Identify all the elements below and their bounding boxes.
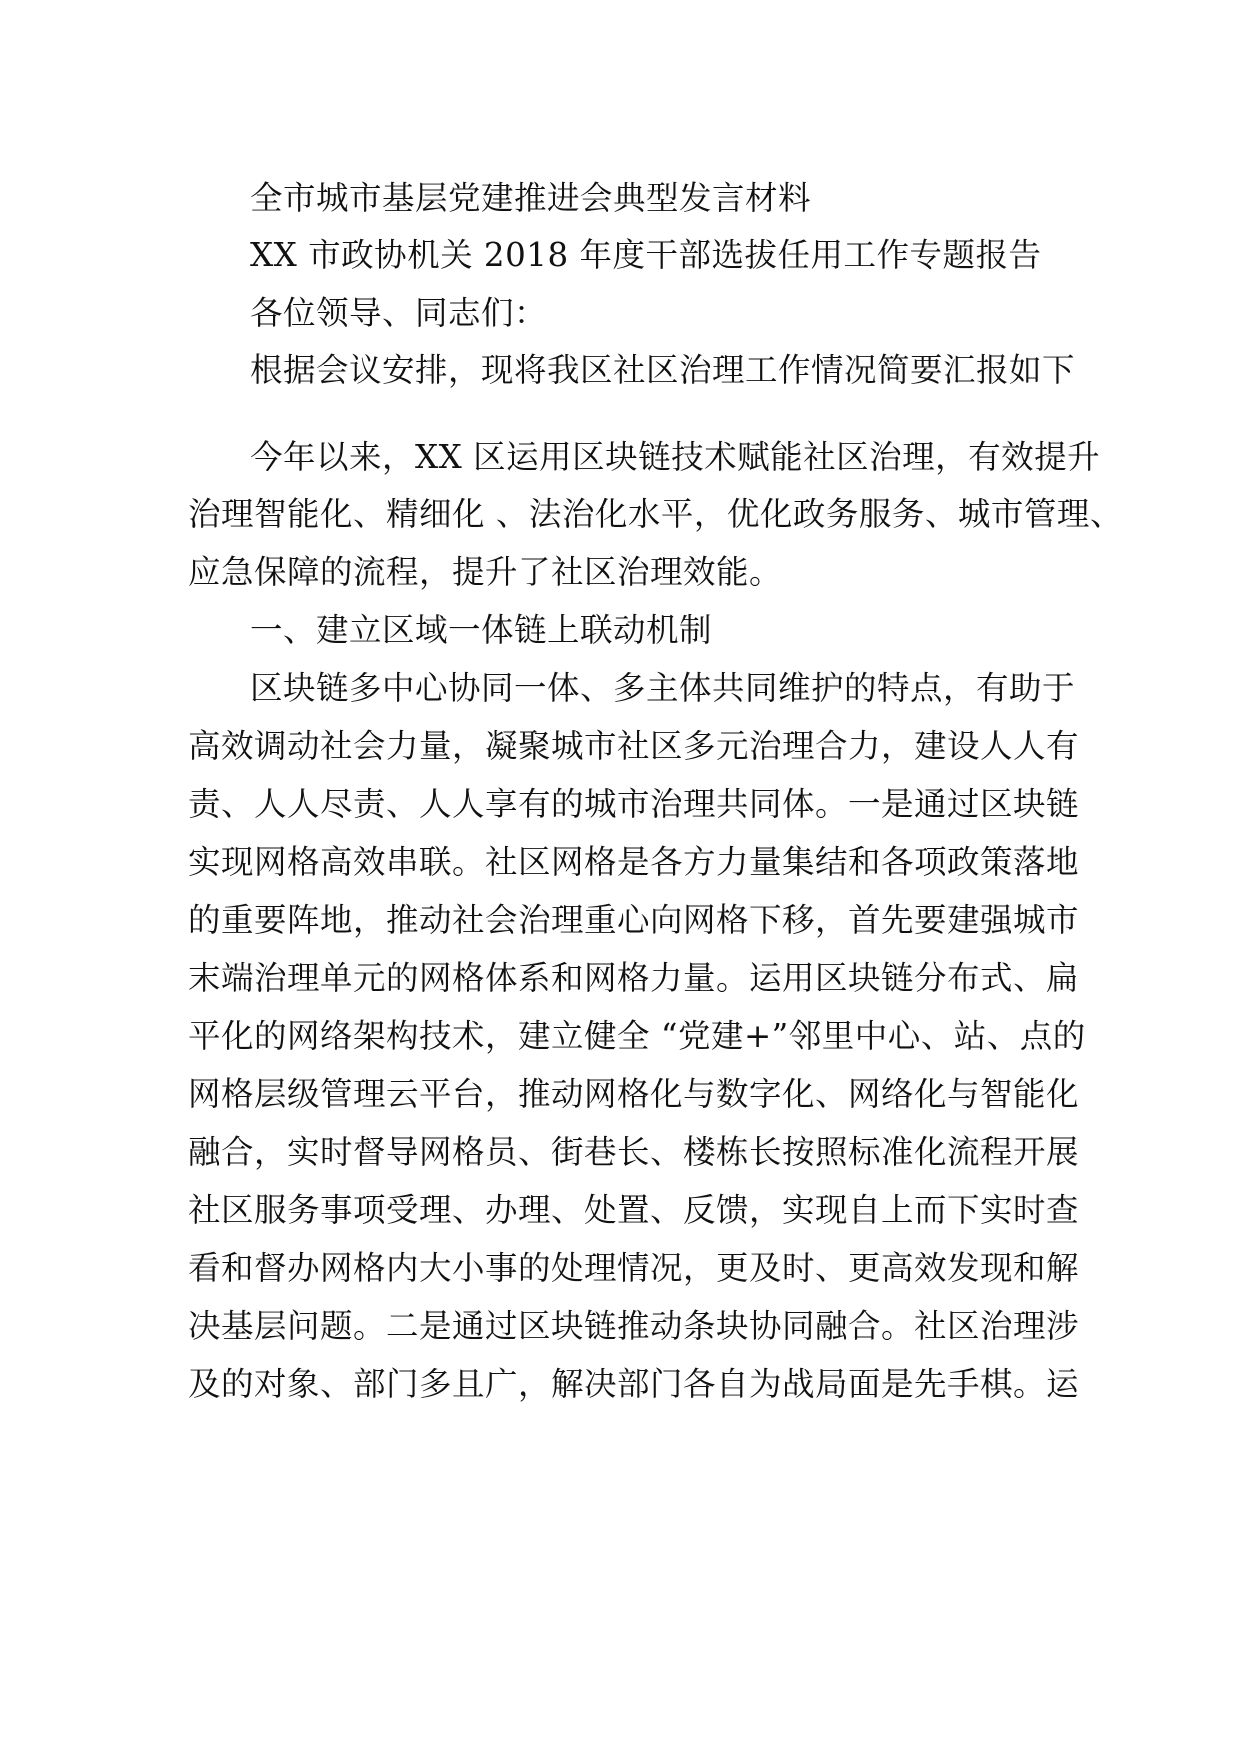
paragraph-2-line: 实现网格高效串联。社区网格是各方力量集结和各项政策落地 xyxy=(188,843,1080,881)
paragraph-1-line: 应急保障的流程，提升了社区治理效能。 xyxy=(188,553,783,591)
paragraph-2-line: 决基层问题。二是通过区块链推动条块协同融合。社区治理涉 xyxy=(188,1307,1080,1345)
paragraph-2-line: 社区服务事项受理、办理、处置、反馈，实现自上而下实时查 xyxy=(188,1191,1080,1229)
paragraph-2-line: 的重要阵地，推动社会治理重心向网格下移，首先要建强城市 xyxy=(188,901,1080,939)
salutation: 各位领导、同志们： xyxy=(250,294,548,332)
paragraph-1-line: 治理智能化、精细化 、法治化水平，优化政务服务、城市管理、 xyxy=(188,495,1123,533)
paragraph-1-line: 今年以来，XX 区运用区块链技术赋能社区治理，有效提升 xyxy=(250,438,1101,476)
paragraph-2-line: 高效调动社会力量，凝聚城市社区多元治理合力，建设人人有 xyxy=(188,727,1080,765)
paragraph-2-line: 看和督办网格内大小事的处理情况，更及时、更高效发现和解 xyxy=(188,1249,1080,1287)
intro-line: 根据会议安排，现将我区社区治理工作情况简要汇报如下 xyxy=(250,351,1076,389)
paragraph-2-line: 末端治理单元的网格体系和网格力量。运用区块链分布式、扁 xyxy=(188,959,1080,997)
paragraph-2-line: 责、人人尽责、人人享有的城市治理共同体。一是通过区块链 xyxy=(188,785,1080,823)
paragraph-2-line: 融合，实时督导网格员、街巷长、楼栋长按照标准化流程开展 xyxy=(188,1133,1080,1171)
paragraph-2-line: 平化的网络架构技术，建立健全 “党建+”邻里中心、站、点的 xyxy=(188,1017,1086,1055)
section-heading: 一、建立区域一体链上联动机制 xyxy=(250,611,713,649)
paragraph-2-line: 及的对象、部门多且广，解决部门各自为战局面是先手棋。运 xyxy=(188,1365,1080,1403)
paragraph-2-line: 区块链多中心协同一体、多主体共同维护的特点，有助于 xyxy=(250,669,1076,707)
paragraph-2-line: 网格层级管理云平台，推动网格化与数字化、网络化与智能化 xyxy=(188,1075,1080,1113)
document-title: 全市城市基层党建推进会典型发言材料 xyxy=(250,179,812,217)
report-title: XX 市政协机关 2018 年度干部选拔任用工作专题报告 xyxy=(250,236,1042,274)
